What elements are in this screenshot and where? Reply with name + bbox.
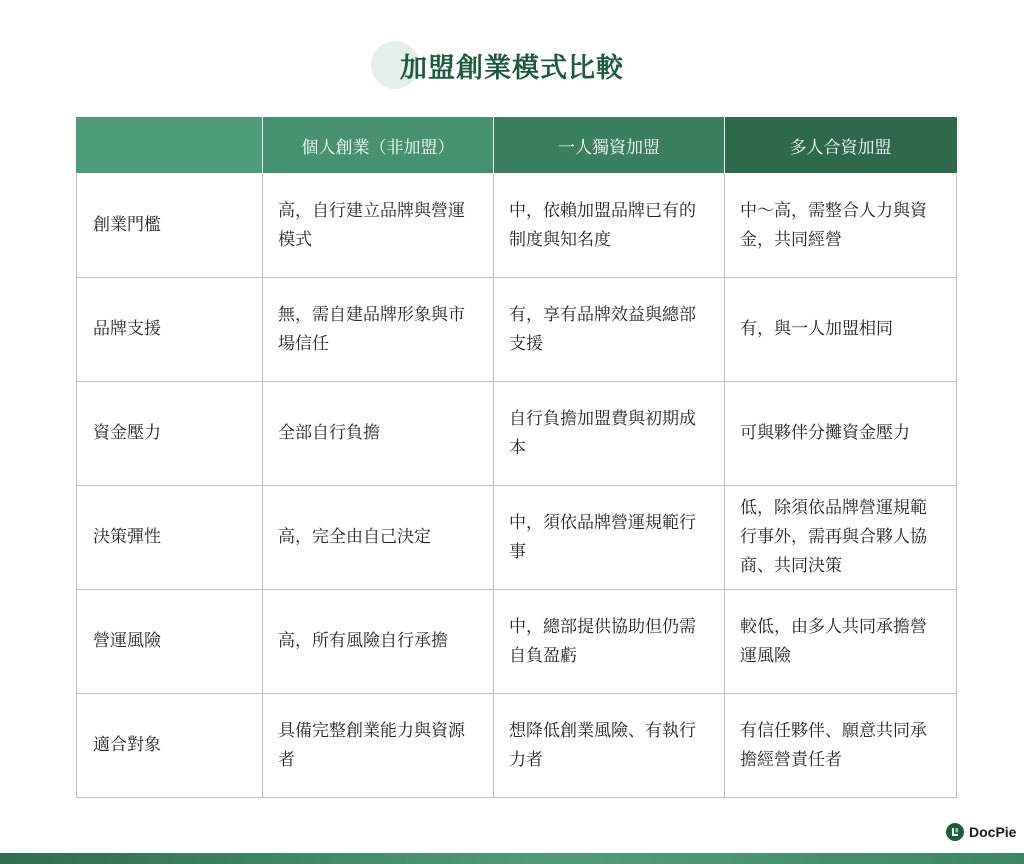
table-row	[77, 278, 957, 382]
docpie-logo	[946, 822, 1016, 842]
row-label: 決策彈性	[77, 486, 263, 590]
table-cell: 有，享有品牌效益與總部支援	[494, 278, 725, 382]
row-label: 營運風險	[77, 590, 263, 694]
title-area	[0, 36, 1024, 96]
table-row	[77, 486, 957, 590]
row-label: 品牌支援	[77, 278, 263, 382]
table-cell: 高，所有風險自行承擔	[263, 590, 494, 694]
table-cell: 低，除須依品牌營運規範行事外，需再與合夥人協商、共同決策	[725, 486, 957, 590]
table-cell: 具備完整創業能力與資源者	[263, 694, 494, 798]
row-label: 資金壓力	[77, 382, 263, 486]
table-cell: 可與夥伴分攤資金壓力	[725, 382, 957, 486]
table-cell: 較低，由多人共同承擔營運風險	[725, 590, 957, 694]
table-header-row	[77, 117, 957, 174]
logo-glyph	[950, 827, 960, 837]
table-cell: 中，依賴加盟品牌已有的制度與知名度	[494, 174, 725, 278]
table-cell: 想降低創業風險、有執行力者	[494, 694, 725, 798]
header-cell-empty	[77, 117, 263, 174]
comparison-table	[76, 117, 957, 798]
row-label: 適合對象	[77, 694, 263, 798]
page-title: 加盟創業模式比較	[400, 53, 624, 84]
table-row	[77, 174, 957, 278]
header-cell-joint-franchise: 多人合資加盟	[725, 117, 957, 174]
table-cell: 高，完全由自己決定	[263, 486, 494, 590]
table-row	[77, 382, 957, 486]
table-cell: 中，須依品牌營運規範行事	[494, 486, 725, 590]
table-cell: 高，自行建立品牌與營運模式	[263, 174, 494, 278]
table-cell: 中，總部提供協助但仍需自負盈虧	[494, 590, 725, 694]
table-row	[77, 590, 957, 694]
header-cell-individual: 個人創業（非加盟）	[263, 117, 494, 174]
table-cell: 無，需自建品牌形象與市場信任	[263, 278, 494, 382]
logo-text: DocPie	[969, 824, 1017, 840]
table-cell: 中～高，需整合人力與資金，共同經營	[725, 174, 957, 278]
footer-bar	[0, 853, 1024, 864]
table-cell: 全部自行負擔	[263, 382, 494, 486]
table-cell: 有信任夥伴、願意共同承擔經營責任者	[725, 694, 957, 798]
docpie-logo-icon	[946, 823, 964, 841]
header-cell-sole-franchise: 一人獨資加盟	[494, 117, 725, 174]
table-row	[77, 694, 957, 798]
table-cell: 有，與一人加盟相同	[725, 278, 957, 382]
row-label: 創業門檻	[77, 174, 263, 278]
table-cell: 自行負擔加盟費與初期成本	[494, 382, 725, 486]
